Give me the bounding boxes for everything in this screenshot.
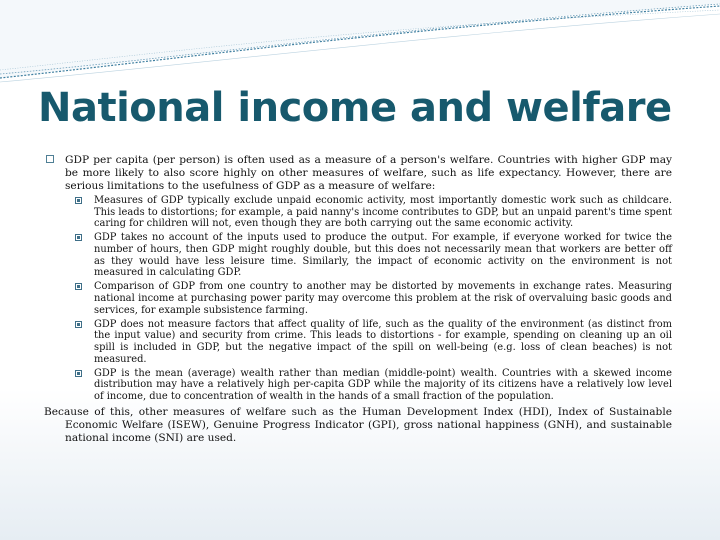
list-item-text: GDP does not measure factors that affect quality of life, such as the quality of the environment (as distinct from the input value) and security from crime. This leads to distortions - for example, spending on cleaning up an oil spill is included in GDP, but the negative impact of the spill on well-being (e.g. loss of clean beaches) is not measured.: [94, 318, 672, 365]
list-item-text: Measures of GDP typically exclude unpaid economic activity, most importantly domestic work such as childcare. This leads to distortions; for example, a paid nanny's income contributes to GDP, but an unpaid parent's time spent caring for children will not, even though they are both carrying out the same economic activity.: [94, 194, 672, 230]
checkbox-bullet-icon: [75, 197, 82, 204]
intro-bullet: [44, 154, 672, 193]
list-item: [73, 281, 672, 316]
checkbox-bullet-icon: [75, 321, 82, 328]
list-item: [73, 368, 672, 403]
list-item-text: Comparison of GDP from one country to another may be distorted by movements in exchange rates. Measuring national income at purchasing power parity may overcome this problem at the risk of overvaluing basic goods and services, for example subsistence farming.: [94, 281, 672, 316]
checkbox-bullet-icon: [75, 370, 82, 377]
decorative-wave-header: [0, 0, 720, 90]
closing-paragraph: Because of this, other measures of welfare such as the Human Development Index (HDI), Index of Sustainable Economic Welfare (ISEW), Genuine Progress Indicator (GPI), gross national happiness (GNH), and sustainable national income (SNI) are used.: [44, 406, 672, 444]
intro-text: GDP per capita (per person) is often used as a measure of a person's welfare. Countries with higher GDP may be more likely to also score highly on other measures of welfare, such as life expectancy. However, there are serious limitations to the usefulness of GDP as a measure of welfare:: [65, 154, 672, 192]
list-item: [73, 195, 672, 230]
checkbox-bullet-icon: [75, 283, 82, 290]
slide-title: National income and welfare: [38, 85, 672, 131]
list-item-text: GDP takes no account of the inputs used to produce the output. For example, if everyone worked for twice the number of hours, then GDP might roughly double, but this does not necessarily mean that workers are better off as they would have less leisure time. Similarly, the impact of economic activity on the environment is not measured in calculating GDP.: [94, 232, 672, 279]
limitations-list: [73, 195, 672, 403]
list-item: [73, 319, 672, 366]
checkbox-bullet-icon: [75, 234, 82, 241]
slide-body: [44, 154, 672, 445]
list-item: [73, 232, 672, 279]
list-item-text: GDP is the mean (average) wealth rather than median (middle-point) wealth. Countries with a skewed income distribution may have a relatively high per-capita GDP while the majority of its citizens have a relatively low level of income, due to concentration of wealth in the hands of a small fraction of the population.: [94, 367, 672, 403]
hollow-square-bullet-icon: [46, 155, 54, 163]
